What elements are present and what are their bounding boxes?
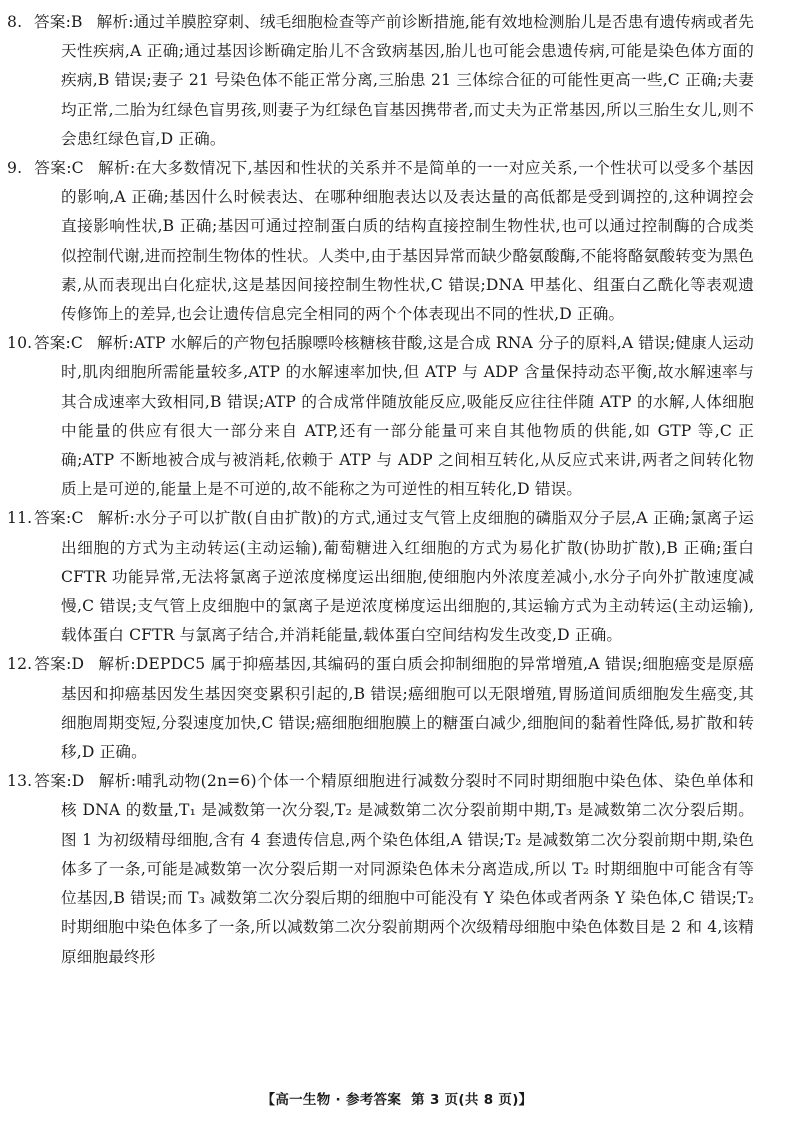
analysis-text: 解析:哺乳动物(2n=6)个体一个精原细胞进行减数分裂时不同时期细胞中染色体、染色单体和核 DNA 的数量,T₁ 是减数第一次分裂,T₂ 是减数第二次分裂前期中期,T₃ 是减数第二次分裂后期。图 1 为初级精母细胞,含有 4 套遗传信息,两个染色体组,A 错误;T₂ 是减数第二次分裂前期中期,染色体多了一条,可能是减数第一次分裂后期一对同源染色体未分离造成,所以 T₂ 时期细胞中可能含有等位基因,B 错误;而 T₃ 减数第二次分裂后期的细胞中可能没有 Y 染色体或者两条 Y 染色体,C 错误;T₂ 时期细胞中染色体多了一条,所以减数第二次分裂前期两个次级精母细胞中染色体数目是 2 和 4,该精原细胞最终形 [61,772,754,966]
footer-right-bracket: 】 [518,1092,533,1108]
footer-page-number: 第 3 页(共 8 页) [411,1092,519,1108]
footer-title: 高一生物 · 参考答案 [275,1092,402,1108]
analysis-text: 解析:通过羊膜腔穿刺、绒毛细胞检查等产前诊断措施,能有效地检测胎儿是否患有遗传病或者先天性疾病,A 正确;通过基因诊断确定胎儿不含致病基因,胎儿也可能会患遗传病,可能是染色体方面的疾病,B 错误;妻子 21 号染色体不能正常分离,三胎患 21 三体综合征的可能性更高一些,C 正确;夫妻均正常,二胎为红绿色盲男孩,则妻子为红绿色盲基因携带者,而丈夫为正常基因,所以三胎生女儿,则不会患红绿色盲,D 正确。 [61,13,754,148]
answer-item-8: 8. 答案:B 解析:通过羊膜腔穿刺、绒毛细胞检查等产前诊断措施,能有效地检测胎儿是否患有遗传病或者先天性疾病,A 正确;通过基因诊断确定胎儿不含致病基因,胎儿也可能会患遗传病,可能是染色体方面的疾病,B 错误;妻子 21 号染色体不能正常分离,三胎患 21 三体综合征的可能性更高一些,C 正确;夫妻均正常,二胎为红绿色盲男孩,则妻子为红绿色盲基因携带者,而丈夫为正常基因,所以三胎生女儿,则不会患红绿色盲,D 正确。 [7,13,754,148]
analysis-text: 解析:水分子可以扩散(自由扩散)的方式,通过支气管上皮细胞的磷脂双分子层,A 正确;氯离子运出细胞的方式为主动转运(主动运输),葡萄糖进入红细胞的方式为易化扩散(协助扩散),B 正确;蛋白 CFTR 功能异常,无法将氯离子逆浓度梯度运出细胞,使细胞内外浓度差减小,水分子向外扩散速度减慢,C 错误;支气管上皮细胞中的氯离子是逆浓度梯度运出细胞的,其运输方式为主动转运(主动运输),载体蛋白 CFTR 与氯离子结合,并消耗能量,载体蛋白空间结构发生改变,D 正确。 [61,509,754,645]
analysis-text: 解析:ATP 水解后的产物包括腺嘌呤核糖核苷酸,这是合成 RNA 分子的原料,A 错误;健康人运动时,肌肉细胞所需能量较多,ATP 的水解速率加快,但 ATP 与 ADP 含量保持动态平衡,故水解速率与其合成速率大致相同,B 错误;ATP 的合成常伴随放能反应,吸能反应往往伴随 ATP 的水解,人体细胞中能量的供应有很大一部分来自 ATP,还有一部分能量可来自其他物质的供能,如 GTP 等,C 正确;ATP 不断地被合成与被消耗,依赖于 ATP 与 ADP 之间相互转化,从反应式来讲,两者之间转化物质上是可逆的,能量上是不可逆的,故不能称之为可逆性的相互转化,D 错误。 [61,334,754,499]
answer-item-11: 11. 答案:C 解析:水分子可以扩散(自由扩散)的方式,通过支气管上皮细胞的磷脂双分子层,A 正确;氯离子运出细胞的方式为主动转运(主动运输),葡萄糖进入红细胞的方式为易化扩散(协助扩散),B 正确;蛋白 CFTR 功能异常,无法将氯离子逆浓度梯度运出细胞,使细胞内外浓度差减小,水分子向外扩散速度减慢,C 错误;支气管上皮细胞中的氯离子是逆浓度梯度运出细胞的,其运输方式为主动转运(主动运输),载体蛋白 CFTR 与氯离子结合,并消耗能量,载体蛋白空间结构发生改变,D 正确。 [7,509,754,645]
footer-left-bracket: 【 [261,1092,276,1108]
answer-item-9: 9. 答案:C 解析:在大多数情况下,基因和性状的关系并不是简单的一一对应关系,一个性状可以受多个基因的影响,A 正确;基因什么时候表达、在哪种细胞表达以及表达量的高低都是受到调控的,这种调控会直接影响性状,B 正确;基因可通过控制蛋白质的结构直接控制生物性状,也可以通过控制酶的合成类似控制代谢,进而控制生物体的性状。人类中,由于基因异常而缺少酪氨酸酶,不能将酪氨酸转变为黑色素,从而表现出白化症状,这是基因间接控制生物性状,C 错误;DNA 甲基化、组蛋白乙酰化等表观遗传修饰上的差异,也会让遗传信息完全相同的两个个体表现出不同的性状,D 正确。 [7,159,754,324]
answer-label: 答案:C [34,334,83,353]
answer-item-12: 12. 答案:D 解析:DEPDC5 属于抑癌基因,其编码的蛋白质会抑制细胞的异常增殖,A 错误;细胞癌变是原癌基因和抑癌基因发生基因突变累积引起的,B 错误;癌细胞可以无限增殖,胃肠道间质细胞发生癌变,其细胞周期变短,分裂速度加快,C 错误;癌细胞细胞膜上的糖蛋白减少,细胞间的黏着性降低,易扩散和转移,D 正确。 [7,655,754,762]
answer-label: 答案:D [34,772,85,791]
answer-label: 答案:C [34,509,84,528]
analysis-text: 解析:在大多数情况下,基因和性状的关系并不是简单的一一对应关系,一个性状可以受多个基因的影响,A 正确;基因什么时候表达、在哪种细胞表达以及表达量的高低都是受到调控的,这种调控会直接影响性状,B 正确;基因可通过控制蛋白质的结构直接控制生物性状,也可以通过控制酶的合成类似控制代谢,进而控制生物体的性状。人类中,由于基因异常而缺少酪氨酸酶,不能将酪氨酸转变为黑色素,从而表现出白化症状,这是基因间接控制生物性状,C 错误;DNA 甲基化、组蛋白乙酰化等表观遗传修饰上的差异,也会让遗传信息完全相同的两个个体表现出不同的性状,D 正确。 [61,159,754,324]
page-footer [0,1088,794,1108]
answer-label: 答案:C [34,159,84,178]
answer-label: 答案:B [34,13,83,31]
answer-item-10: 10. 答案:C 解析:ATP 水解后的产物包括腺嘌呤核糖核苷酸,这是合成 RNA 分子的原料,A 错误;健康人运动时,肌肉细胞所需能量较多,ATP 的水解速率加快,但 ATP 与 ADP 含量保持动态平衡,故水解速率与其合成速率大致相同,B 错误;ATP 的合成常伴随放能反应,吸能反应往往伴随 ATP 的水解,人体细胞中能量的供应有很大一部分来自 ATP,还有一部分能量可来自其他物质的供能,如 GTP 等,C 正确;ATP 不断地被合成与被消耗,依赖于 ATP 与 ADP 之间相互转化,从反应式来讲,两者之间转化物质上是可逆的,能量上是不可逆的,故不能称之为可逆性的相互转化,D 错误。 [7,334,754,499]
answer-label: 答案:D [34,655,85,674]
answer-item-13: 13. 答案:D 解析:哺乳动物(2n=6)个体一个精原细胞进行减数分裂时不同时期细胞中染色体、染色单体和核 DNA 的数量,T₁ 是减数第一次分裂,T₂ 是减数第二次分裂前期中期,T₃ 是减数第二次分裂后期。图 1 为初级精母细胞,含有 4 套遗传信息,两个染色体组,A 错误;T₂ 是减数第二次分裂前期中期,染色体多了一条,可能是减数第一次分裂后期一对同源染色体未分离造成,所以 T₂ 时期细胞中可能含有等位基因,B 错误;而 T₃ 减数第二次分裂后期的细胞中可能没有 Y 染色体或者两条 Y 染色体,C 错误;T₂ 时期细胞中染色体多了一条,所以减数第二次分裂前期两个次级精母细胞中染色体数目是 2 和 4,该精原细胞最终形 [7,772,754,966]
analysis-text: 解析:DEPDC5 属于抑癌基因,其编码的蛋白质会抑制细胞的异常增殖,A 错误;细胞癌变是原癌基因和抑癌基因发生基因突变累积引起的,B 错误;癌细胞可以无限增殖,胃肠道间质细胞发生癌变,其细胞周期变短,分裂速度加快,C 错误;癌细胞细胞膜上的糖蛋白减少,细胞间的黏着性降低,易扩散和转移,D 正确。 [61,655,754,762]
